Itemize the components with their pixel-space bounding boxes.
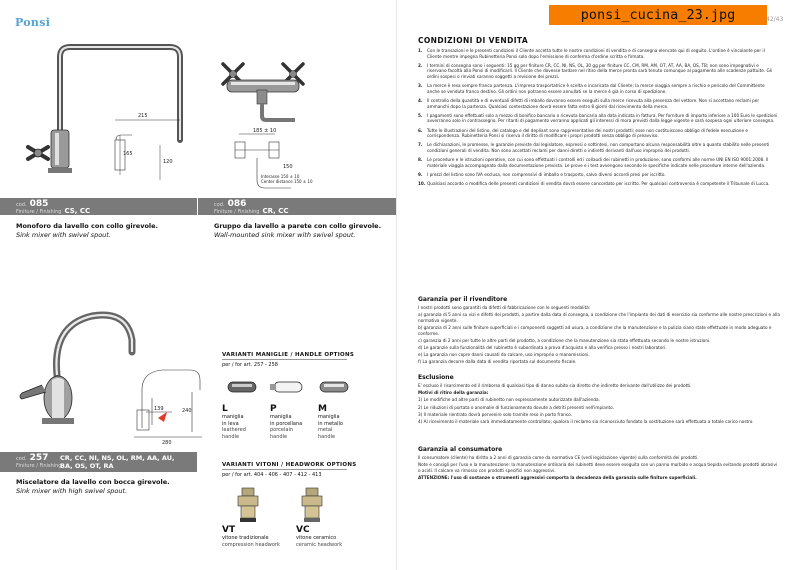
spout-085: [60, 47, 180, 140]
handle-m-drawing: [314, 372, 354, 402]
condition-item: 6. Tutte le illustrazioni del listino, del catalogo e del depliant sono rappresentative dei nostri prodotti; esse non costituiscono obbligo di fedele esecuzione e corrispondenza. Rubinetteria Ponsi si riserva il diritto di modificare i propri prodotti senza obbligo di preavviso.: [418, 127, 748, 139]
headwork-option-vt: VT vitone tradizionale compression headwork: [222, 525, 280, 548]
exclusion-body: E' escluso il risarcimento ed il rimborso di qualsiasi tipo di danno subito sia diretto che indiretto derivante dall'utilizzo dei prodotti. Motivi di ritiro della garanzia: 1) Le modifiche ad altre parti di rubinetto non espressamente autorizzate dall'azienda. 2) Le riduzioni di portata o anomalie di funzionamento dovute a detriti presenti nell'impianto. 3) Il materiale rientrato dovrà pervenire solo tramite reso in porto franco. 4) Al ricevimento il materiale sarà immediatamente controllato; qualora il reclamo sia riconosciuto fondato la sostituzione sarà effettuata a totale carico nostro.: [418, 383, 754, 424]
dim-150: 150: [283, 164, 293, 170]
condition-item: 5. I pagamenti sono effettuati solo a mezzo di bonifico bancario o ricevuta bancaria alla data indicata in fattura. Per forniture di importo inferiore a 100 Euro le spedizioni avverranno solo in contrassegno. Per ritardi di pagamento verranno applicati gli interessi di mora previsti dalla legge vigente e sarà sospesa ogni ulteriore consegna.: [418, 112, 778, 124]
product-085-code: cod. 085: [16, 199, 49, 209]
product-086-desc: Gruppo da lavello a parete con collo girevole. Wall-mounted sink mixer with swivel spout.: [214, 222, 382, 239]
product-257-finishes-2: BA, OS, OT, RA: [60, 462, 114, 470]
spout-086: [262, 104, 295, 120]
product-257-drawing: [12, 300, 207, 450]
conditions-list: [418, 48, 778, 190]
product-257-band: [0, 452, 197, 472]
product-085-desc: Monoforo da lavello con collo girevole. Sink mixer with swivel spout.: [16, 222, 159, 239]
product-086-band: [198, 198, 397, 215]
headwork-vc-drawing: [292, 486, 332, 524]
dim-185: 185 ± 10: [253, 128, 277, 134]
handle-l-drawing: [222, 372, 262, 402]
handle-options-title: VARIANTI MANIGLIE / HANDLE OPTIONS: [222, 352, 355, 358]
left-page: [0, 0, 397, 570]
warranty-title: Garanzia per il rivenditore: [418, 296, 508, 303]
file-name-tag: ponsi_cucina_23.jpg: [549, 5, 767, 25]
center-note-it: Interasse 150 ± 10: [261, 174, 300, 179]
dim-139: 139: [154, 406, 164, 412]
product-257-finish-label: Finiture / Finishing: [16, 463, 62, 469]
conditions-title: CONDIZIONI DI VENDITA: [418, 36, 529, 45]
condition-item: 9. I prezzi del listino sono IVA esclusa, non comprensivi di imballo e trasporto, salvo diversi accordi presi per iscritto.: [418, 171, 666, 177]
product-086-drawing: [205, 50, 345, 195]
handle-option-l: L maniglia in leva leathered handle: [222, 404, 246, 440]
center-note-en: Center distance 150 ± 10: [261, 179, 313, 184]
dim-215: 215: [138, 113, 148, 119]
product-257-desc: Miscelatore da lavello con bocca girevole. Sink mixer with high swivel spout.: [16, 478, 170, 495]
condition-item: 1. Con le transazioni e le presenti condizioni il Cliente accetta tutte le nostre condizioni di vendita e di consegna elencate qui di seguito. L'ordine è vincolante per il Cliente mentre impegna Rubinetteria Ponsi solo dopo l'emissione di conferma d'ordine scritta e firmata.: [418, 48, 765, 59]
warranty-body: I nostri prodotti sono garantiti da difetti di fabbricazione con le seguenti modalità: a) garanzia di 5 anni su vizi e difetti dei prodotti, a partire dalla data di consegna, a condizione che l'impianto dei dati di esercizio sia conforme alle nostre prescrizioni e alla normativa vigente. b) garanzia di 2 anni sulle finiture superficiali e i componenti soggetti ad usura, a condizione che la manutenzione e la pulizia siano state effettuate in modo adeguato e conforme. c) garanzia di 2 anni per tutte le altre parti del prodotto, a condizione che la manutenzione sia stata effettuata secondo le nostre istruzioni. d) Le garanzie sulla funzionalità del rubinetto è subordinata a prova d'acquisto e alla verifica presso i nostri laboratori. e) La garanzia non copre danni causati da calcare, uso improprio o manomissioni. f) La garanzia decorre dalla data di vendita riportata sul documento fiscale.: [418, 305, 780, 365]
handle-option-m: M maniglia in metallo metal handle: [318, 404, 343, 440]
page-number: 42/43: [766, 16, 784, 23]
headwork-options-rule: [222, 469, 347, 470]
condition-item: 3. La merce è resa sempre franco partenza. L'impresa trasportatrice è scelta e incaricata dal Cliente; la merce viaggia sempre a rischio e pericolo del Committente anche se venduta franco destino. Gli ordini non potranno essere annullati se la merce è già in corso di spedizione.: [418, 83, 765, 94]
condition-item: 8. Le procedure e le istruzioni operative, con cui sono effettuati i controlli ed i collaudi dei rubinetti in produzione, sono conformi alle norme UNI EN ISO 9001:2008. Il materiale viaggia accompagnato dalla documentazione prevista. Le prove e i test avvengono secondo le specifiche indicate nelle procedure interne dell'azienda.: [418, 157, 769, 168]
dim-120: 120: [163, 159, 173, 165]
headwork-options-subtitle: per / for art. 404 - 406 - 407 - 412 - 413: [222, 472, 322, 478]
dim-240: 240: [182, 408, 192, 414]
product-085-band: [0, 198, 197, 215]
product-085-finish: Finiture / Finishing CS, CC: [16, 207, 91, 215]
handle-options-rule: [222, 359, 347, 360]
dim-165: 165: [123, 151, 133, 157]
condition-item: 2. I termini di consegna sono i seguenti: 15 gg per finiture CR, CC, NI, NS, OL, 30 gg per finiture CC, CM, RM, AM, OT, AT, AA, BA, OS, TB; non sono impegnativi e riservano facoltà alla Ponsi di modificarli. Il Cliente che dovesse tardare nel ritiro della merce pronta sarà tenuto comunque al pagamento alle scadenze pattuite. Gli ordini sospesi o rinviati saranno soggetti a revisione dei prezzi.: [418, 62, 773, 79]
exclusion-title: Esclusione: [418, 374, 454, 381]
headwork-options-title: VARIANTI VITONI / HEADWORK OPTIONS: [222, 462, 357, 468]
headwork-vt-drawing: [228, 486, 268, 524]
brand-title: Ponsi: [15, 16, 51, 29]
spout-257: [56, 315, 132, 375]
cross-handle-085: [28, 147, 48, 159]
product-257-code: cod. 257: [16, 453, 49, 463]
condition-item: 4. Il controllo della quantità e di eventuali difetti di imballo dovranno essere eseguiti sulla merce ricevuta alla presenza del vettore. Non si accettano reclami per ammanchi dopo la partenza. Qualsiasi contestazione dovrà essere fatta entro 8 giorni dal ricevimento della merce.: [418, 97, 760, 109]
product-086-finish: Finiture / Finishing CR, CC: [214, 207, 289, 215]
lever-257: [20, 385, 46, 399]
product-086-code: cod. 086: [214, 199, 247, 209]
consumer-warranty-title: Garanzia al consumatore: [418, 446, 503, 453]
handle-options-subtitle: per / for art. 257 - 258: [222, 362, 278, 368]
condition-item: 10. Qualsiasi accordo o modifica delle presenti condizioni di vendita dovrà essere concordato per iscritto. Per qualsiasi controversia è competente il Tribunale di Lucca.: [418, 181, 770, 187]
product-085-drawing: [20, 35, 190, 185]
condition-item: 7. Le dichiarazioni, le promesse, le garanzie previste dal legislatore, espressi o sottintesi, non comportano alcuna responsabilità oltre a quanto stabilito nelle presenti condizioni generali di vendita. Non sono accettati reclami per danni diretti o indiretti derivanti dall'uso improprio dei prodotti.: [418, 142, 770, 153]
consumer-warranty-body: Il consumatore (cliente) ha diritto a 2 anni di garanzia come da normativa CE (vedi legislazione vigente) sulla conformità dei prodotti. Note e consigli per l'uso e la manutenzione: la manutenzione ordinaria dei rubinetti deve essere eseguita con un panno morbido e acqua tiepida evitando prodotti abrasivi o acidi. Il calcare va rimosso con prodotti specifici non aggressivi. ATTENZIONE: l'uso di sostanze o strumenti aggressivi comporta la decadenza della garanzia sulle finiture superficiali.: [418, 455, 778, 480]
handle-p-drawing: [268, 372, 308, 402]
product-257-finishes: CR, CC, NI, NS, OL, RM, AA, AU,: [60, 454, 175, 462]
body-085: [51, 130, 69, 168]
handle-option-p: P maniglia in porcellana porcelain handle: [270, 404, 303, 440]
headwork-option-vc: VC vitone ceramico ceramic headwork: [296, 525, 343, 548]
dim-280: 280: [162, 440, 172, 446]
